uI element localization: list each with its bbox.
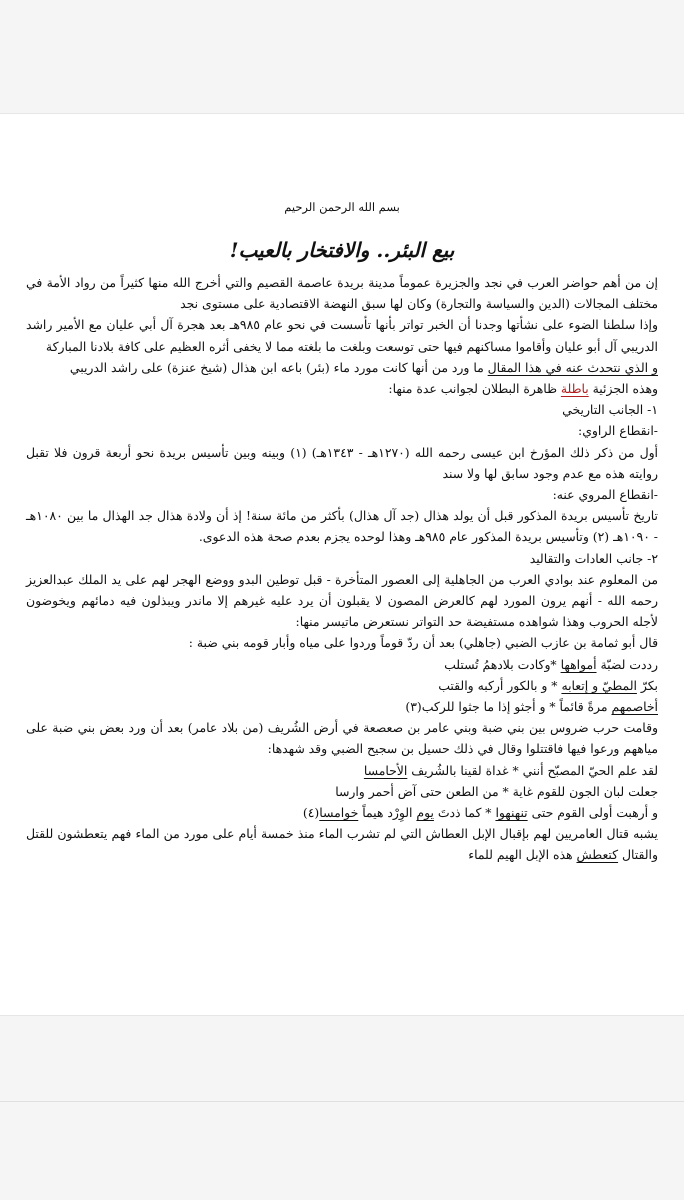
poem-underlined: خوامسا: [319, 805, 359, 821]
poem1-line1: [26, 654, 658, 675]
section-heading-history: ١- الجانب التاريخي: [562, 402, 658, 418]
paragraph-camels: [26, 823, 658, 865]
poem1-line2: [26, 675, 658, 696]
invalid-text-a: وهذه الجزئية: [588, 381, 658, 397]
poem1-line3: [26, 696, 658, 717]
paragraph-founding: وإذا سلطنا الضوء على نشأتها وجدنا أن الخبر تواتر بأنها تأسست في نحو عام ٩٨٥هـ بعد هجرة آل أبي عليان مع الأمير راشد الدريبي آل أبو عليان وأقاموا مساكنهم فيها حتى توسعت وبلغت ما بلغته مما لا يخفى أثره العظيم على كافة بلادنا المباركة: [26, 317, 658, 354]
top-margin: [0, 0, 684, 112]
paragraph-war: وقامت حرب ضروس بين بني ضبة وبني عامر بن صعصعة في أرض الشُريف (من بلاد عامر) بعد أن ورد بعض بني ضبة على مياههم ورعوا فيها فاقتتلوا وقال في ذلك حسيل بن سجيح الضبي وقد شهدها:: [26, 720, 658, 757]
paragraph-narrator: أول من ذكر ذلك المؤرخ ابن عيسى رحمه الله (١٢٧٠هـ - ١٣٤٣هـ) (١) وبينه وبين تأسيس بريدة نحو أربعة قرون فلا تقبل روايته هذه مع عدم وجود سابق لها ولا سند: [26, 444, 658, 481]
document-body: [26, 200, 658, 866]
highlighted-word: باطلة: [560, 381, 589, 397]
paragraph-source: تاريخ تأسيس بريدة المذكور قبل أن يولد هذال (جد آل هذال) بأكثر من مائة سنة! إذ أن ولادة هذال جد الهذال ما بين ١٠٨٠هـ - ١٠٩٠هـ (٢) وتأسيس بريدة المذكور عام ٩٨٥هـ وهذا لوحده يجزم بعدم صحة هذه الدعوى.: [26, 508, 658, 545]
camels-underlined: كتعطش: [576, 847, 619, 863]
poem-text: رددت لضبّة: [596, 656, 658, 672]
poem-text: بكرّ: [636, 677, 658, 693]
article-title: بيع البئر.. والافتخار بالعيب!: [229, 238, 455, 262]
poem2-line3: [26, 802, 658, 823]
camels-text-a: يشبه قتال العامريين لهم بإقبال الإبل العطاش التي لم تشرب الماء منذ خمسة أيام على مورد من الماء فهم يتعطشون للقتل والقتال: [26, 826, 658, 863]
poem-underlined: أخاصمهم: [611, 699, 658, 715]
poem2-line1: [26, 760, 658, 781]
poem-underlined: يوم: [416, 805, 434, 821]
poem2-line2: جعلت لبان الجون للقوم غاية * من الطعن حتى آض أحمر وارسا: [335, 783, 658, 799]
document-page: [0, 113, 684, 1016]
section-heading-customs: ٢- جانب العادات والتقاليد: [529, 550, 658, 566]
claim-text: ما ورد من أنها كانت مورد ماء (بئر) باعه ابن هذال (شيخ عنزة) على راشد الدريبي: [69, 359, 488, 375]
camels-text-b: هذه الإبل الهيم للماء: [468, 847, 577, 863]
poem-text: لقد علم الحيّ المصبّح أنني * غداة لقينا بالشُريف: [407, 762, 658, 778]
poem-underlined: المطيّ و إتعابه: [561, 677, 637, 693]
poem-text: الوِرْد هيماً: [358, 805, 417, 821]
paragraph-poet-intro: قال أبو ثمامة بن عازب الضبي (جاهلي) بعد أن ردّ قوماً وردوا على مياه وأبار قومه بني ضبة :: [188, 635, 658, 651]
poem-underlined: الأحامسا: [363, 762, 408, 778]
poem-text: مرةً قائماً * و أجثو إذا ما جثوا للركب(٣): [405, 699, 612, 715]
basmala: بسم الله الرحمن الرحيم: [284, 200, 400, 214]
bottom-margin: [0, 1017, 684, 1200]
paragraph-invalid: [26, 378, 658, 399]
invalid-text-b: ظاهرة البطلان لجوانب عدة منها:: [388, 381, 561, 397]
poem-text: و أرهبت أولى القوم حتى: [527, 805, 658, 821]
poem-underlined: تنهنهوا: [495, 805, 528, 821]
poem-text: * كما ذدتَ: [433, 805, 496, 821]
subheading-source: -انقطاع المروي عنه:: [552, 487, 658, 503]
paragraph-customs: من المعلوم عند بوادي العرب من الجاهلية إلى العصور المتأخرة - قبل توطين البدو ووضع الهجر لهم على يد الملك عبدالعزيز رحمه الله - أنهم يرون المورد لهم كالعرض المصون لا يقبلون أن يرد عليه غيرهم إلا ماندر ويبذلون فيه دمائهم ويخوضون لأجله الحروب وهذا شواهده مستفيضة حد التواتر نستعرض ماتيسر منها:: [26, 571, 658, 630]
footnote-ref: (٤): [302, 805, 320, 821]
page-separator: [0, 1101, 684, 1102]
paragraph-intro: إن من أهم حواضر العرب في نجد والجزيرة عموماً مدينة بريدة عاصمة القصيم والتي أخرج الله منها كثيراً من رواد الأمة في مختلف المجالات (الدين والسياسة والتجارة) وكان لها سبق النهضة الاقتصادية على مستوى نجد: [26, 275, 658, 312]
poem-text: *وكادت بلادهمُ تُستلب: [444, 656, 561, 672]
underlined-phrase: و الذي نتحدث عنه في هذا المقال: [487, 359, 658, 375]
poem-underlined: أمواهها: [560, 656, 597, 672]
paragraph-claim: [26, 357, 658, 378]
poem-text: * و بالكور أركبه والقتب: [438, 677, 562, 693]
subheading-narrator: -انقطاع الراوي:: [578, 423, 658, 439]
